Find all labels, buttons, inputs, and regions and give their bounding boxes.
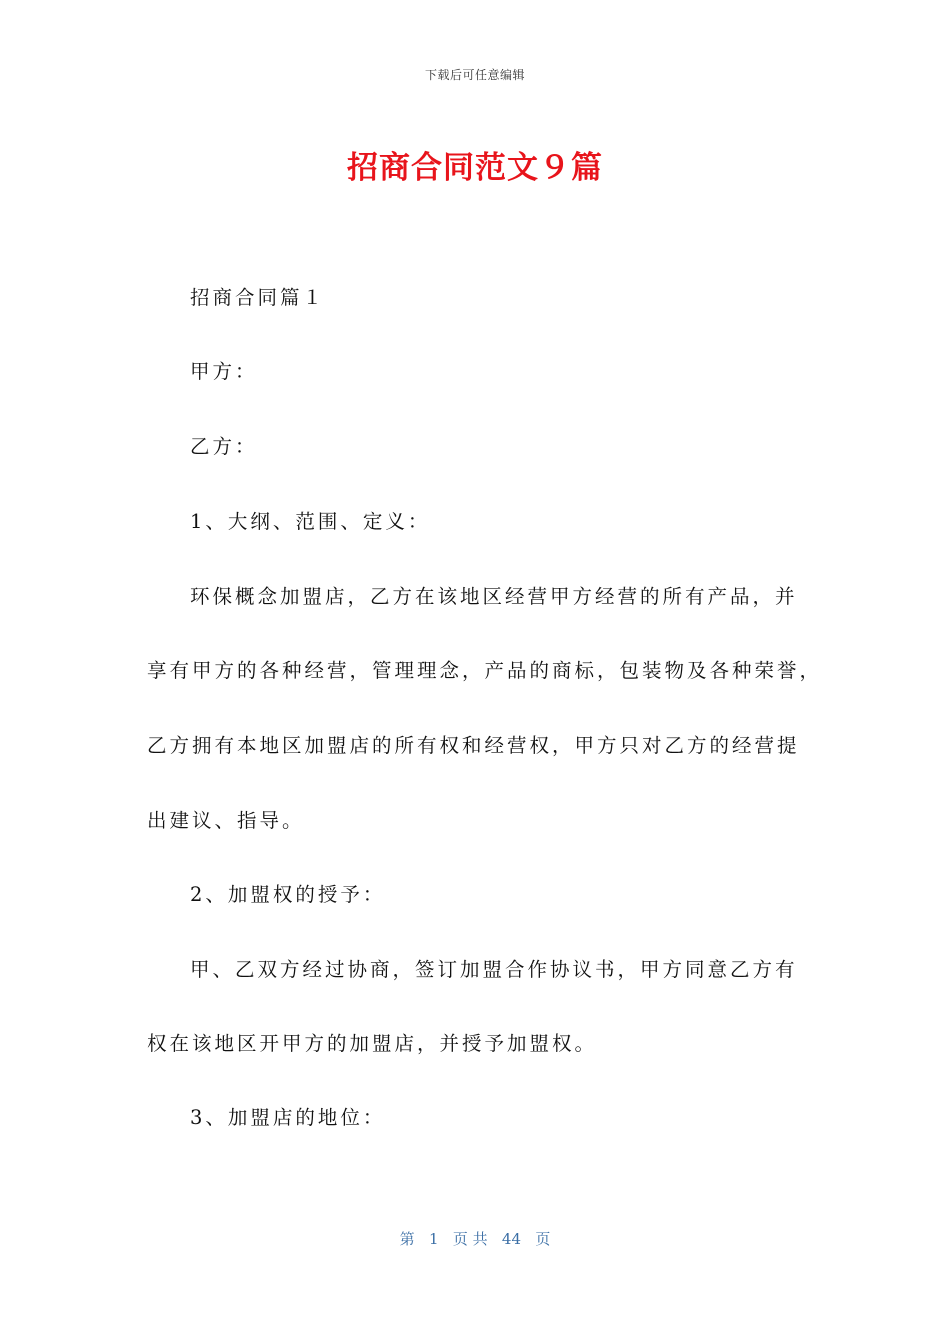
paragraph-line: 环保概念加盟店，乙方在该地区经营甲方经营的所有产品，并 bbox=[190, 585, 798, 608]
section-heading: 招商合同篇１ bbox=[190, 286, 326, 309]
page-current: 1 bbox=[428, 1230, 439, 1248]
page-label-mid: 页 共 bbox=[452, 1230, 488, 1248]
document-title: 招商合同范文９篇 bbox=[347, 150, 603, 186]
clause-2-heading: 2、加盟权的授予： bbox=[190, 883, 386, 906]
page-footer bbox=[0, 1228, 950, 1249]
party-b-label: 乙方： bbox=[190, 435, 258, 458]
clause-1-heading: 1、大纲、范围、定义： bbox=[190, 510, 431, 533]
page-label-suffix: 页 bbox=[535, 1230, 551, 1248]
clause-3-heading: 3、加盟店的地位： bbox=[190, 1106, 386, 1129]
page-label-prefix: 第 bbox=[399, 1230, 415, 1248]
page-total: 44 bbox=[501, 1230, 522, 1248]
page-header-note: 下载后可任意编辑 bbox=[424, 68, 525, 82]
paragraph-line: 享有甲方的各种经营，管理理念，产品的商标，包装物及各种荣誉， bbox=[147, 659, 823, 682]
paragraph-line: 权在该地区开甲方的加盟店，并授予加盟权。 bbox=[147, 1032, 598, 1055]
paragraph-line: 甲、乙双方经过协商，签订加盟合作协议书，甲方同意乙方有 bbox=[190, 958, 798, 981]
paragraph-line: 出建议、指导。 bbox=[147, 809, 305, 832]
paragraph-line: 乙方拥有本地区加盟店的所有权和经营权，甲方只对乙方的经营提 bbox=[147, 734, 800, 757]
party-a-label: 甲方： bbox=[190, 360, 258, 383]
